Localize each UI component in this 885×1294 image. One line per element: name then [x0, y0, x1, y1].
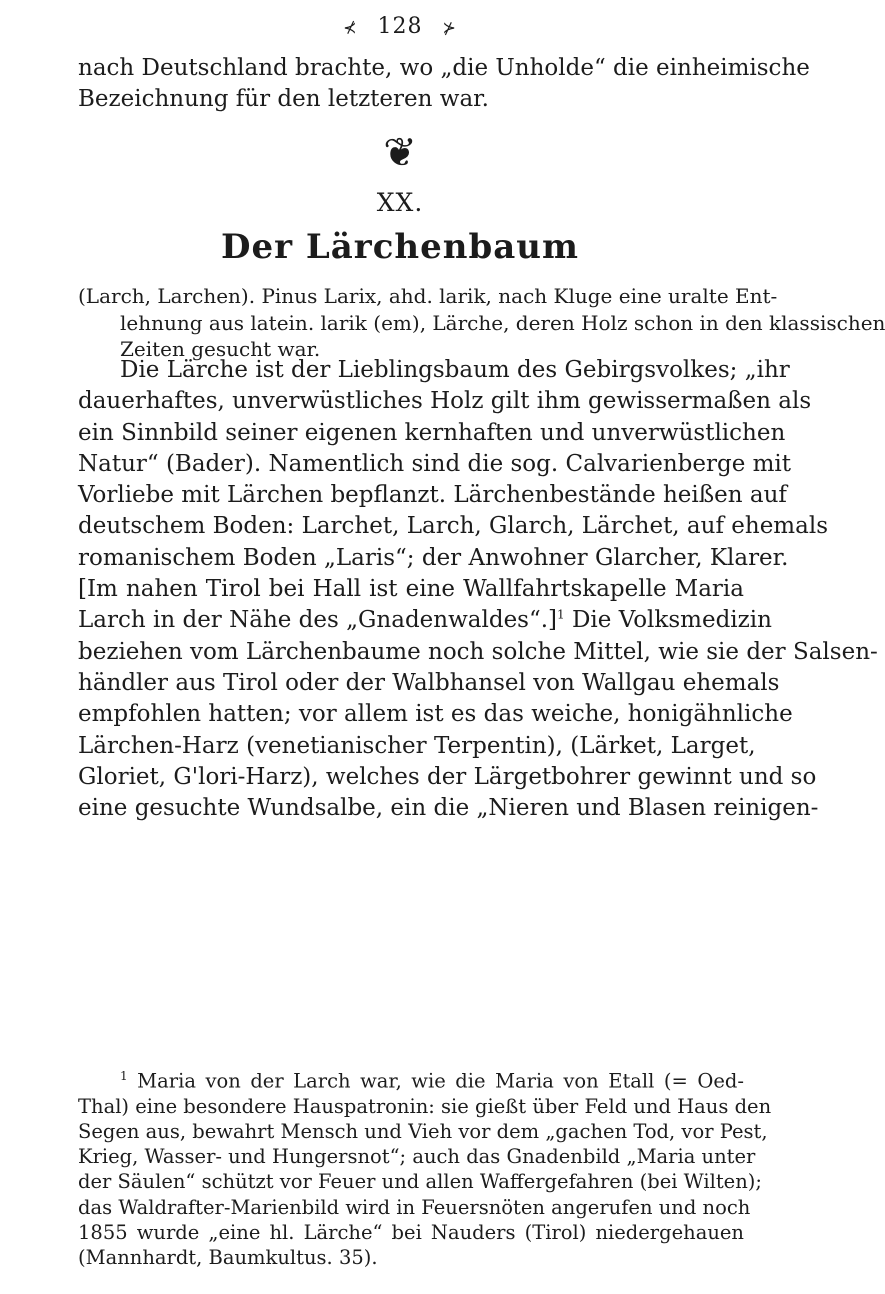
footnote-line: das Waldrafter-Marienbild wird in Feuersnöten angerufen und noch: [78, 1195, 751, 1219]
text-line: nach Deutschland brachte, wo „die Unholde“ die einheimische: [78, 55, 810, 81]
page-number: 128: [377, 14, 423, 39]
footnote-line: 1855 wurde „eine hl. Lärche“ bei Nauders (Tirol) niedergehauen: [78, 1220, 744, 1244]
text-line: romanischem Boden „Laris“; der Anwohner Glarcher, Klarer.: [78, 544, 789, 571]
footnote-marker: 1: [557, 607, 565, 622]
footnote-line: Segen aus, bewahrt Mensch und Vieh vor dem „gachen Tod, vor Pest,: [78, 1119, 768, 1143]
text-line: lehnung aus latein. larik (em), Lärche, deren Holz schon in den klassischen: [120, 310, 885, 335]
text-line: Zeiten gesucht war.: [120, 337, 321, 361]
footnote-number: 1: [120, 1069, 128, 1083]
text-line: deutschem Boden: Larchet, Larch, Glarch, Lärchet, auf ehemals: [78, 513, 828, 540]
text-line: Gloriet, G'lori-Harz), welches der Lärgetbohrer gewinnt und so: [78, 763, 817, 790]
text-line: Lärchen-Harz (venetianischer Terpentin), (Lärket, Larget,: [78, 732, 756, 759]
header-ornament-right: ⊁: [442, 18, 457, 37]
text-line: Bezeichnung für den letzteren war.: [78, 86, 489, 113]
fleuron-ornament: ❦: [383, 130, 417, 176]
footnote-line: (Mannhardt, Baumkultus. 35).: [78, 1245, 378, 1269]
text-line: Vorliebe mit Lärchen bepflanzt. Lärchenbestände heißen auf: [78, 482, 787, 509]
section-number: XX.: [376, 188, 424, 217]
text-line: ein Sinnbild seiner eigenen kernhaften und unverwüstlichen: [78, 419, 786, 446]
text-line: händler aus Tirol oder der Walbhansel von Wallgau ehemals: [78, 669, 780, 696]
etymology-paragraph: [78, 283, 885, 363]
main-paragraph: [78, 355, 878, 824]
footnote-line: der Säulen“ schützt vor Feuer und allen Waffergefahren (bei Wilten);: [78, 1170, 762, 1194]
text-line: Die Lärche ist der Lieblingsbaum des Gebirgsvolkes; „ihr: [120, 357, 790, 383]
footnote-line: [78, 1064, 744, 1094]
text-segment: Larch in der Nähe des „Gnadenwaldes“.]: [78, 607, 558, 634]
text-line: dauerhaftes, unverwüstliches Holz gilt ihm gewissermaßen als: [78, 388, 812, 415]
text-line: beziehen vom Lärchenbaume noch solche Mittel, wie sie der Salsen-: [78, 638, 878, 665]
text-segment: Die Volksmedizin: [571, 607, 772, 634]
intro-paragraph: [78, 53, 810, 116]
text-line: Natur“ (Bader). Namentlich sind die sog. Calvarienberge mit: [78, 450, 792, 477]
footnote-line: Thal) eine besondere Hauspatronin: sie gießt über Feld und Haus den: [78, 1094, 772, 1118]
section-title: Der Lärchenbaum: [221, 227, 579, 267]
text-line: empfohlen hatten; vor allem ist es das weiche, honigähnliche: [78, 701, 793, 728]
text-line: [Im nahen Tirol bei Hall ist eine Wallfahrtskapelle Maria: [78, 576, 744, 603]
text-line: (Larch, Larchen). Pinus Larix, ahd. larik, nach Kluge eine uralte Ent-: [78, 284, 778, 308]
text-line-with-footnote: [78, 605, 772, 636]
header-ornament-left: ⊀: [343, 18, 358, 37]
text-segment: Maria von der Larch war, wie die Maria von Etall (= Oed-: [137, 1069, 744, 1093]
footnote: [78, 1064, 772, 1270]
page-header: [0, 14, 800, 39]
text-line: eine gesuchte Wundsalbe, ein die „Nieren und Blasen reinigen-: [78, 795, 819, 822]
footnote-line: Krieg, Wasser- und Hungersnot“; auch das Gnadenbild „Maria unter: [78, 1145, 756, 1169]
